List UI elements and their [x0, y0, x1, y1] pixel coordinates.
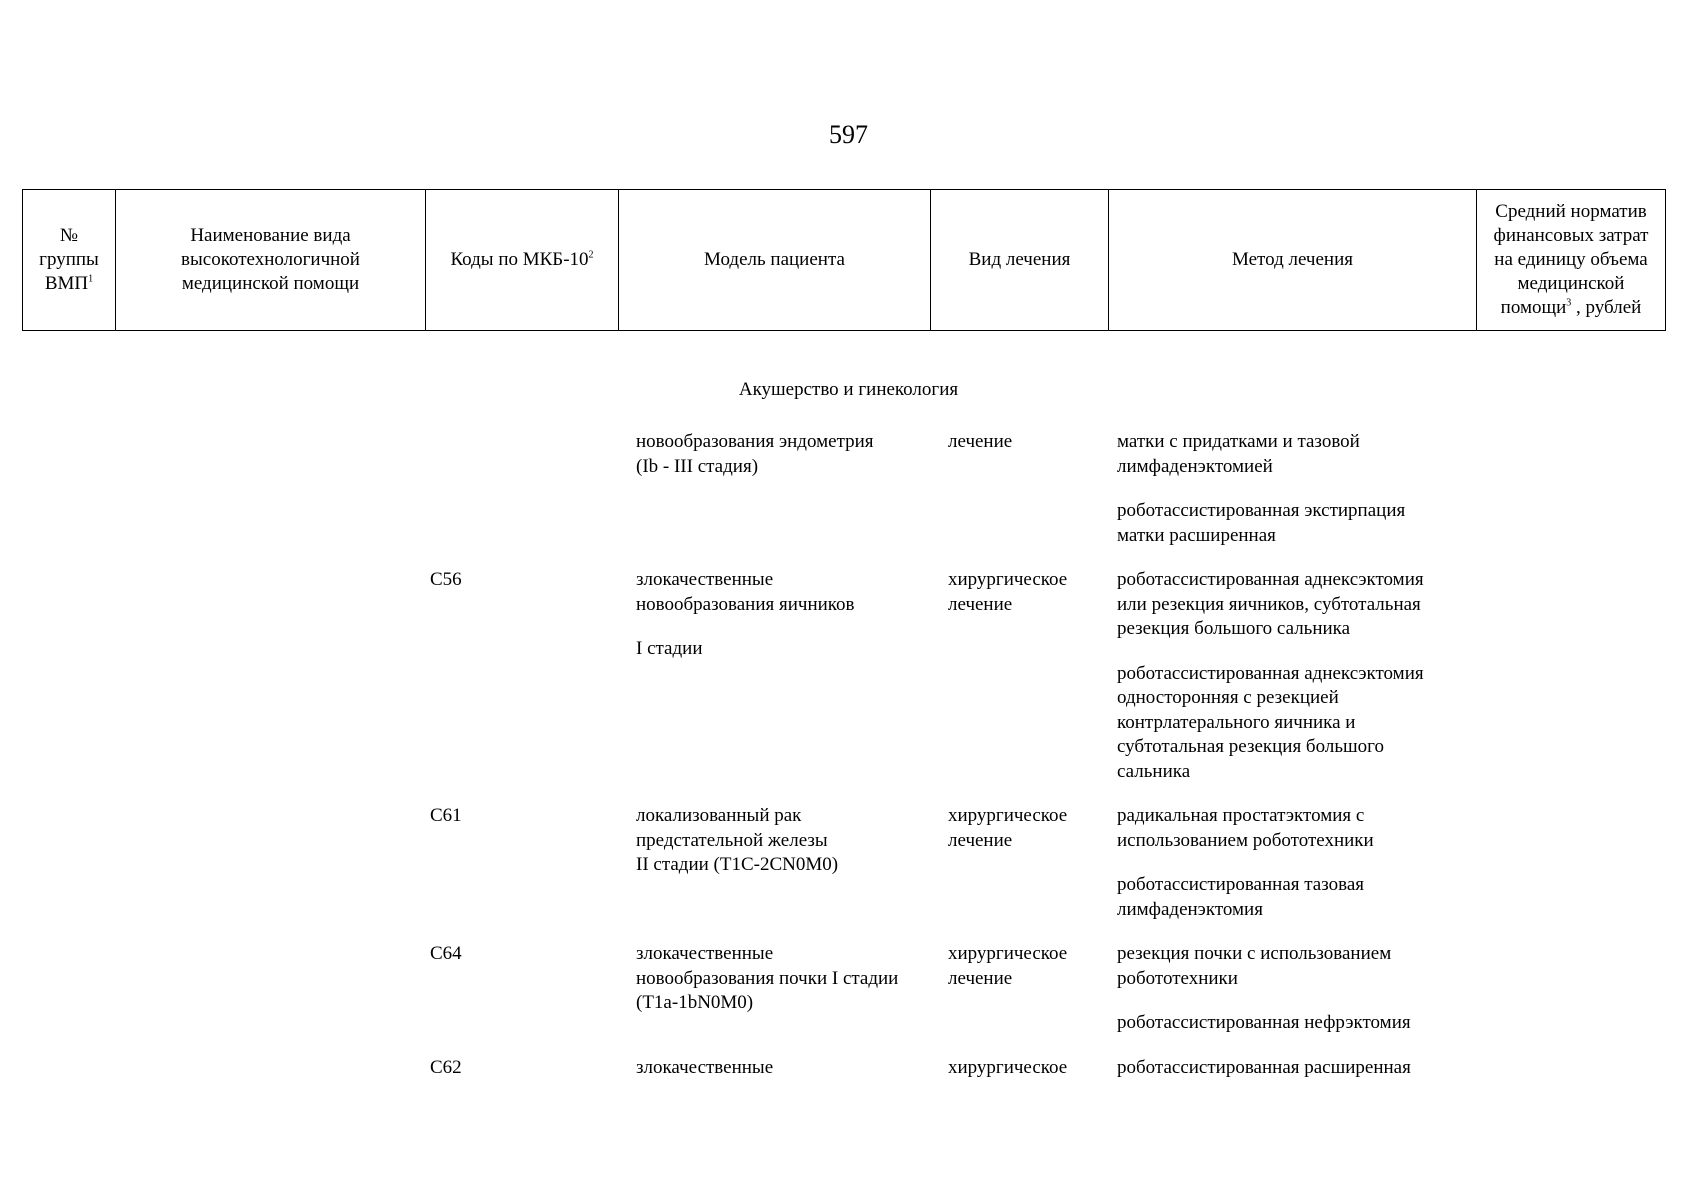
treatment-method-cell — [1111, 430, 1467, 568]
header-treatment-method: Метод лечения — [1109, 190, 1477, 331]
page-number: 597 — [829, 120, 868, 149]
treatment-method-text: роботассистированная аднексэктомия односторонняя с резекцией контрлатерального яичника и субтотальная резекция большого сальника — [1117, 662, 1424, 782]
header-patient-model: Модель пациента — [619, 190, 931, 331]
patient-model-text: I стадии — [636, 638, 703, 659]
treatment-method-cell — [1111, 568, 1467, 804]
icd-code-cell: C61 — [430, 805, 462, 826]
table-row — [22, 942, 1665, 1056]
header-care-type: Наименование вида высокотехнологичной медицинской помощи — [116, 190, 426, 331]
patient-model-cell — [622, 430, 936, 568]
treatment-method-cell — [1111, 942, 1467, 1056]
treatment-method-text: роботассистированная экстирпация матки расширенная — [1117, 500, 1406, 546]
patient-model-text: новообразования эндометрия (Ib - III стадия) — [636, 431, 874, 477]
patient-model-text: злокачественные новообразования почки I стадии (T1a-1bN0M0) — [636, 943, 899, 1013]
treatment-kind-cell — [936, 942, 1111, 1056]
icd-code-cell: C56 — [430, 569, 462, 590]
treatment-kind-text: лечение — [948, 431, 1013, 452]
treatment-method-text: роботассистированная тазовая лимфаденэктомия — [1117, 874, 1364, 920]
table-row — [22, 1056, 1665, 1101]
table-header — [22, 189, 1666, 331]
header-icd-codes: Коды по МКБ-$10^2$ — [426, 190, 619, 331]
treatment-method-text: роботассистированная аднексэктомия или резекция яичников, субтотальная резекция большого сальника — [1117, 569, 1424, 639]
table-row — [22, 430, 1665, 568]
patient-model-text: локализованный рак предстательной железы II стадии (T1C-2CN0M0) — [636, 805, 839, 875]
header-treatment-kind: Вид лечения — [931, 190, 1109, 331]
treatment-kind-text: хирургическое лечение — [948, 805, 1068, 851]
treatment-kind-cell — [936, 804, 1111, 942]
section-title: Акушерство и гинекология — [738, 379, 959, 400]
treatment-method-text: матки с придатками и тазовой лимфаденэктомией — [1117, 431, 1360, 477]
treatment-kind-cell — [936, 430, 1111, 568]
treatment-kind-text: хирургическое лечение — [948, 569, 1068, 615]
treatment-method-text: роботассистированная расширенная — [1117, 1056, 1411, 1078]
treatment-kind-cell — [936, 1056, 1111, 1101]
header-group-number: № группы ВМП$^1$ — [23, 190, 116, 331]
patient-model-cell — [622, 942, 936, 1056]
table-row — [22, 568, 1665, 804]
treatment-kind-cell — [936, 568, 1111, 804]
treatment-kind-text: хирургическое — [948, 1056, 1068, 1078]
patient-model-text: злокачественные новообразования яичников — [636, 569, 855, 615]
treatment-method-cell — [1111, 1056, 1467, 1101]
icd-code-cell: C64 — [430, 943, 462, 964]
header-cost-norm: Средний норматив финансовых затрат на единицу объема медицинской помощи$^3$ , рублей — [1477, 190, 1666, 331]
icd-code-cell — [22, 430, 622, 568]
treatment-method-text: роботассистированная нефрэктомия — [1117, 1012, 1411, 1033]
treatment-method-text: резекция почки с использованием робототехники — [1117, 943, 1392, 989]
patient-model-cell — [622, 1056, 936, 1101]
treatment-kind-text: хирургическое лечение — [948, 943, 1068, 989]
patient-model-cell — [622, 568, 936, 804]
treatment-method-cell — [1111, 804, 1467, 942]
patient-model-text: злокачественные — [636, 1056, 774, 1078]
treatment-method-text: радикальная простатэктомия с использованием робототехники — [1117, 805, 1374, 851]
table-row — [22, 804, 1665, 942]
table-body — [22, 430, 1665, 1100]
patient-model-cell — [622, 804, 936, 942]
icd-code-cell: C62 — [430, 1056, 462, 1078]
